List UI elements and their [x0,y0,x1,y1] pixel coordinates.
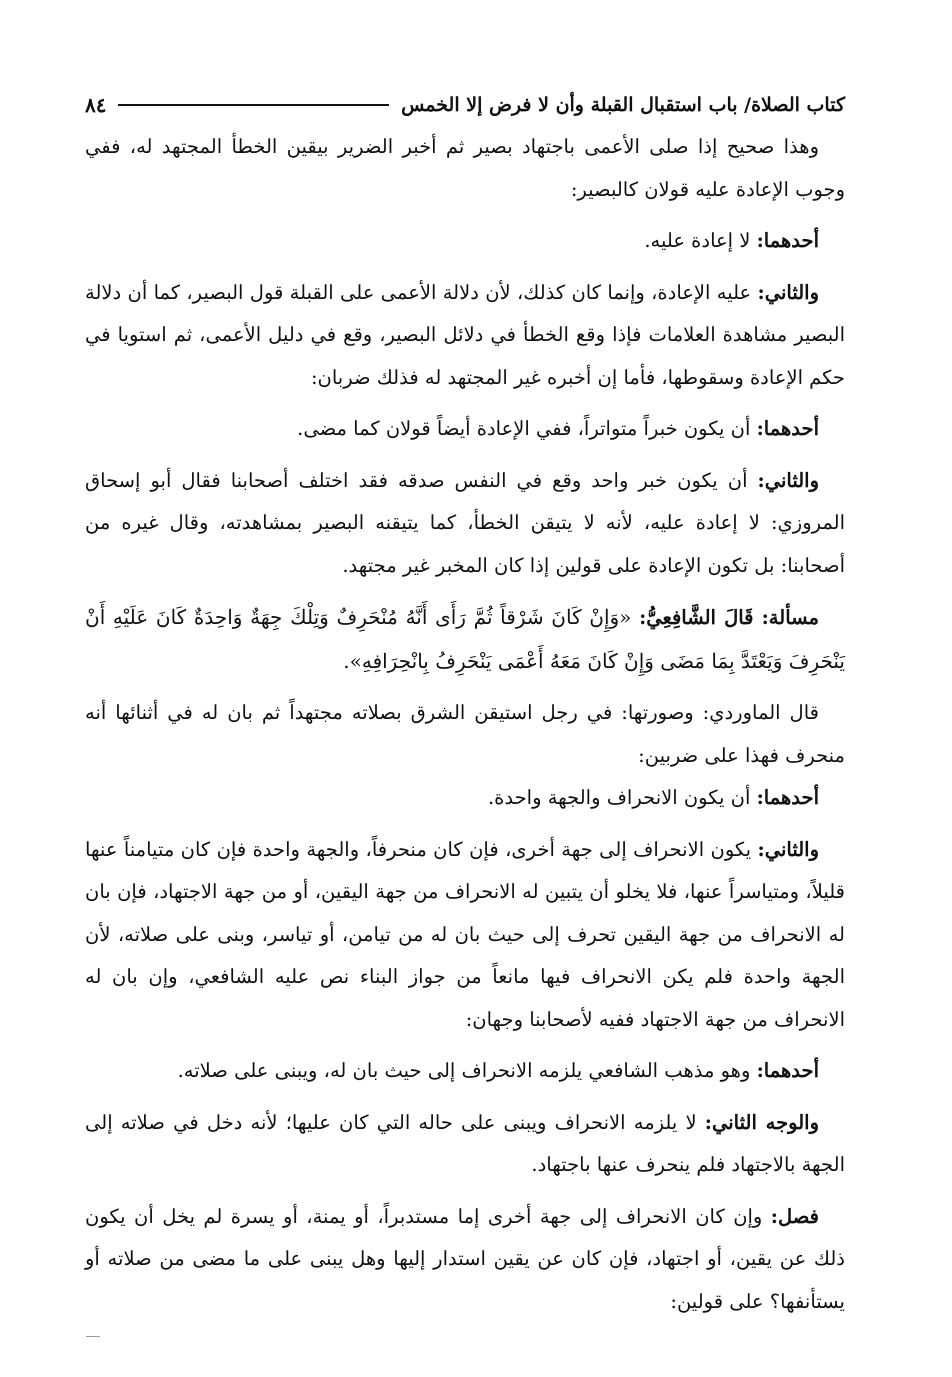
paragraph-text: وهو مذهب الشافعي يلزمه الانحراف إلى حيث بان له، ويبنى على صلاته. [177,1059,757,1082]
paragraph-text: يكون الانحراف إلى جهة أخرى، فإن كان منحرفاً، والجهة واحدة فإن كان متيامناً عنها قليلاً، ومتياسراً عنها، فلا يخلو أن يتبين له الانحراف من جهة اليقين، أو من جهة الاجتهاد، فإن بان له الانحراف من جهة اليقين تحرف إلى حيث بان له من تيامن، أو تياسر، وبنى على صلاته، لأن الجهة واحدة فلم يكن الانحراف فيها مانعاً من جواز البناء نص عليه الشافعي، وإن بان له الانحراف من جهة الاجتهاد ففيه لأصحابنا وجهان: [85,837,845,1031]
paragraph-first-case [85,777,845,820]
paragraph-label: والثاني: [757,280,819,304]
paragraph-text: عليه الإعادة، وإنما كان كذلك، لأن دلالة الأعمى على القبلة قول البصير، كما أن دلالة البصير مشاهدة العلامات فإذا وقع الخطأ في دلائل البصير، وقع في دليل الأعمى، ثم استويا في حكم الإعادة وسقوطها، فأما إن أخبره غير المجتهد له فذلك ضربان: [85,280,845,389]
paragraph-label: مسألة: قَالَ الشَّافِعِيُّ: [639,606,819,629]
paragraph-text: أن يكون خبر واحد وقع في النفس صدقه فقد اختلف أصحابنا فقال أبو إسحاق المروزي: لا إعادة عليه، لأنه لا يتيقن الخطأ، كما يتيقنه البصير بمشاهدته، وقال غيره من أصحابنا: بل تكون الإعادة على قولين إذا كان المخبر غير مجتهد. [85,468,845,577]
page-edge-mark [86,1336,100,1337]
running-title: كتاب الصلاة/ باب استقبال القبلة وأن لا فرض إلا الخمس [401,94,845,116]
paragraph-text: لا يلزمه الانحراف ويبنى على حاله التي كان عليها؛ لأنه دخل في صلاته إلى الجهة بالاجتهاد فلم ينحرف عنها باجتهاد. [85,1110,845,1176]
paragraph-fasl [85,1196,845,1324]
paragraph-intro [85,126,845,211]
paragraph-masala [85,596,845,683]
paragraph-text: وهذا صحيح إذا صلى الأعمى باجتهاد بصير ثم أخبر الضرير بيقين الخطأ المجتهد له، ففي وجوب الإعادة عليه قولان كالبصير: [85,135,845,201]
page-number: ٨٤ [85,93,107,117]
paragraph-first-type [85,408,845,451]
paragraph-label: أحدهما: [756,786,819,809]
paragraph-label: والوجه الثاني: [704,1110,819,1134]
book-page [85,88,845,1323]
paragraph-label: والثاني: [757,468,819,492]
paragraph-label: أحدهما: [756,1059,819,1082]
paragraph-text: أن يكون خبراً متواتراً، ففي الإعادة أيضاً قولان كما مضى. [297,417,757,440]
paragraph-second-view [85,1102,845,1187]
paragraph-text: قال الماوردي: وصورتها: في رجل استيقن الشرق بصلاته مجتهداً ثم بان له في أثنائها أنه منحرف فهذا على ضربين: [85,701,845,767]
paragraph-label: والثاني: [757,837,819,861]
paragraph-second-type [85,460,845,588]
paragraph-label: فصل: [770,1204,819,1228]
paragraph-first-view [85,1050,845,1093]
paragraph-text: وإن كان الانحراف إلى جهة أخرى إما مستدبراً، أو يمنة، أو يسرة لم يخل أن يكون ذلك عن يقين، أو اجتهاد، فإن كان عن يقين استدار إليها وهل يبنى على ما مضى من صلاته أو يستأنفها؟ على قولين: [85,1204,845,1313]
paragraph-label: أحدهما: [756,229,819,252]
page-header [85,88,845,122]
paragraph-first-opinion [85,220,845,263]
header-rule [118,104,389,106]
paragraph-label: أحدهما: [756,417,819,440]
paragraph-text: أن يكون الانحراف والجهة واحدة. [487,786,757,809]
page-body [85,126,845,1323]
paragraph-mawardi [85,692,845,777]
paragraph-second-opinion [85,272,845,400]
paragraph-second-case [85,829,845,1042]
shafii-quote: «وَإِنْ كَانَ شَرْقاً ثُمَّ رَأَى أَنَّهُ مُنْحَرِفٌ وَتِلْكَ جِهَةٌ وَاحِدَةٌ كَانَ عَلَيْهِ أَنْ يَنْحَرِفَ وَيَعْتَدَّ بِمَا مَضَى وَإِنْ كَانَ مَعَهُ أَعْمَى يَنْحَرِفُ بِانْحِرَافِهِ». [85,605,845,673]
paragraph-text: لا إعادة عليه. [644,229,757,252]
